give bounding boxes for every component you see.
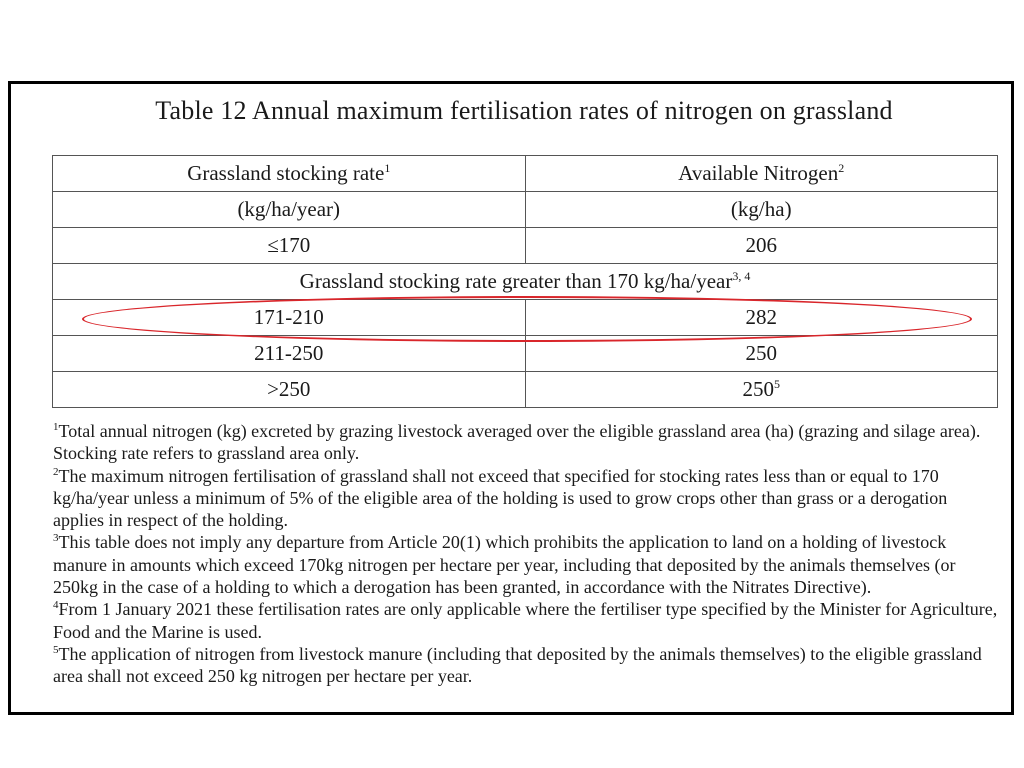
footnote-text: From 1 January 2021 these fertilisation rates are only applicable where the fertiliser type specified by the Minister for Agriculture, Food and the Marine is used. [53, 599, 998, 642]
footnote [53, 531, 998, 598]
nitrogen-cell: 282 [525, 300, 998, 336]
footnote-mark: 5 [774, 377, 780, 391]
table-title: Table 12 Annual maximum fertilisation rates of nitrogen on grassland [155, 96, 893, 125]
table-row [53, 300, 998, 336]
footnote-mark: 5 [53, 643, 59, 656]
footnote-mark: 2 [53, 465, 59, 478]
table-row [53, 372, 998, 408]
nitrogen-value: 250 [742, 377, 774, 401]
footnote-mark: 4 [53, 599, 59, 612]
footnote [53, 643, 998, 688]
nitrogen-table [52, 155, 998, 408]
stocking-rate-cell: ≤170 [53, 228, 526, 264]
footnote-mark: 1 [384, 161, 391, 175]
stocking-rate-cell: 171-210 [53, 300, 526, 336]
footnote-mark: 1 [53, 421, 59, 433]
footnote [53, 598, 998, 643]
footnote-text: The application of nitrogen from livestock manure (including that deposited by the animals themselves) to the eligible grassland area shall not exceed 250 kg nitrogen per hectare per year. [53, 643, 982, 687]
stocking-rate-cell: 211-250 [53, 336, 526, 372]
header-available-nitrogen [525, 156, 998, 192]
table-unit-row [53, 192, 998, 228]
table-header-row [53, 156, 998, 192]
footnote-text: Total annual nitrogen (kg) excreted by grazing livestock averaged over the eligible grassland area (ha) (grazing and silage area). Stocking rate refers to grassland area only. [53, 421, 981, 464]
header-stocking-rate [53, 156, 526, 192]
stocking-rate-cell: >250 [53, 372, 526, 408]
nitrogen-cell: 206 [525, 228, 998, 264]
footnote-mark: 3 [53, 532, 59, 545]
table-row [53, 336, 998, 372]
nitrogen-cell [525, 372, 998, 408]
unit-stocking-rate: (kg/ha/year) [53, 192, 526, 228]
footnotes [53, 420, 998, 688]
footnote-mark: 2 [838, 161, 845, 175]
footnote-mark: 3, 4 [732, 269, 751, 283]
table-row [53, 228, 998, 264]
unit-nitrogen: (kg/ha) [525, 192, 998, 228]
footnote-text: The maximum nitrogen fertilisation of grassland shall not exceed that specified for stocking rates less than or equal to 170 kg/ha/year unless a minimum of 5% of the eligible area of the holding is used to grow crops other than grass or a derogation applies in respect of the holding. [53, 465, 948, 531]
header-available-nitrogen-label: Available Nitrogen [678, 161, 839, 185]
section-heading [53, 264, 998, 300]
footnote [53, 465, 998, 532]
section-row [53, 264, 998, 300]
section-heading-text: Grassland stocking rate greater than 170 kg/ha/year [299, 269, 733, 293]
nitrogen-cell: 250 [525, 336, 998, 372]
footnote-text: This table does not imply any departure from Article 20(1) which prohibits the application to land on a holding of livestock manure in amounts which exceed 170kg nitrogen per hectare per year, including that deposited by the animals themselves (or 250kg in the case of a holding to which a derogation has been granted, in accordance with the Nitrates Directive). [53, 532, 956, 598]
header-stocking-rate-label: Grassland stocking rate [187, 161, 385, 185]
footnote [53, 420, 998, 465]
